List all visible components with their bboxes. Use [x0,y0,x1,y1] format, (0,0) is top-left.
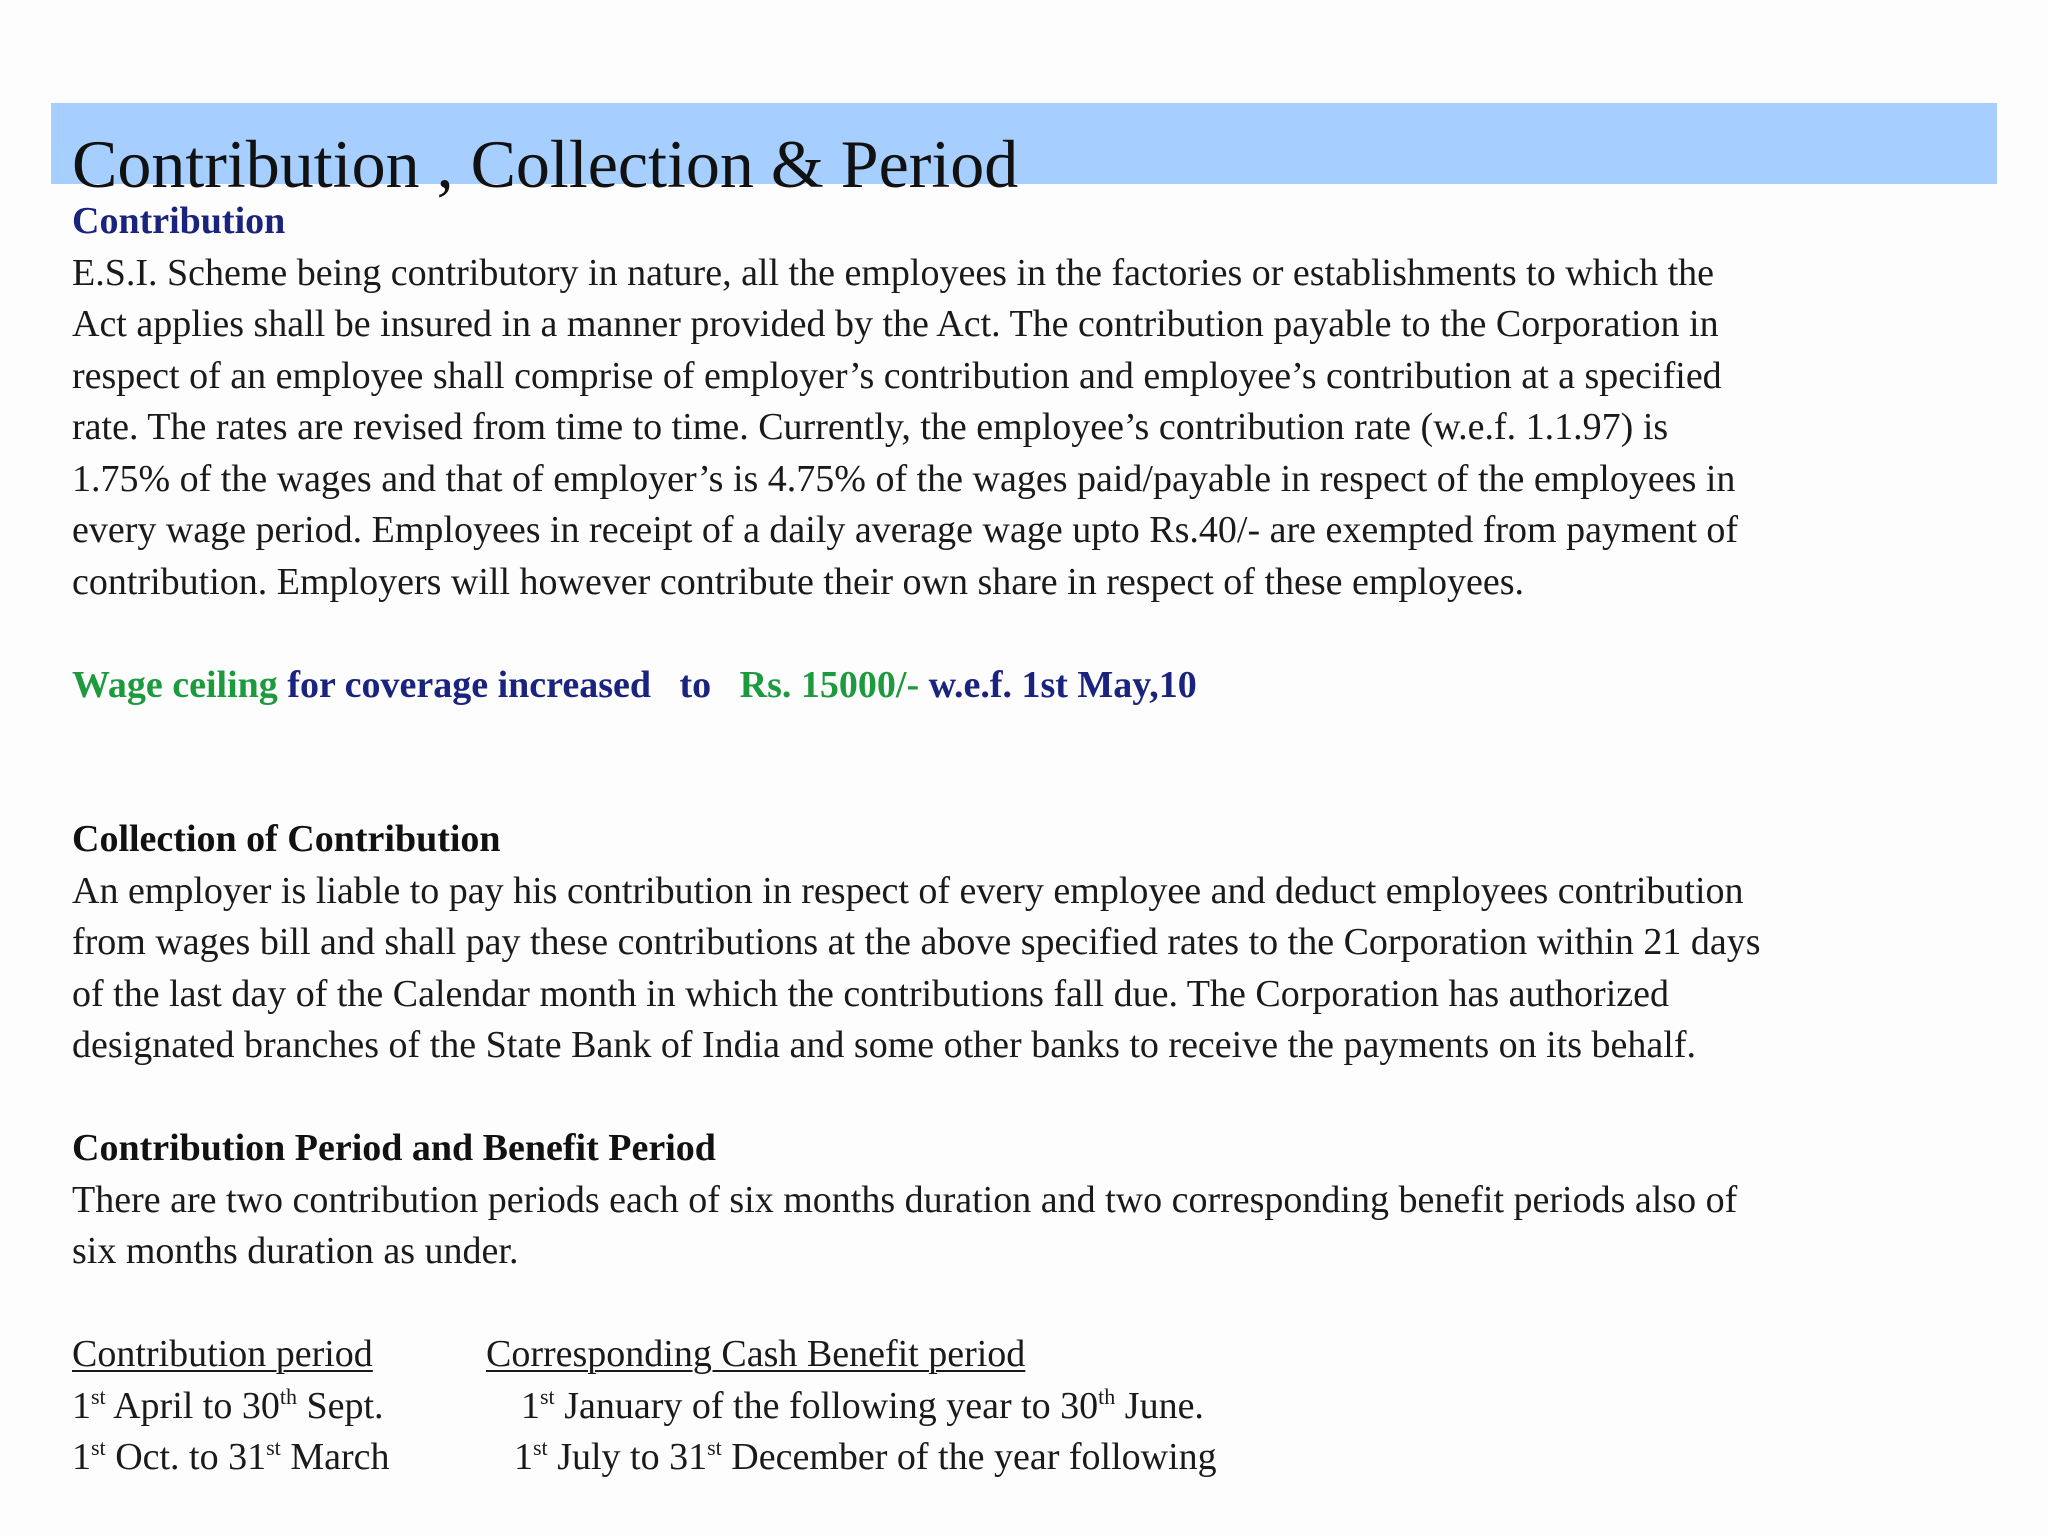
wage-ceiling-text: for coverage increased to [277,663,740,706]
paragraph-line: rate. The rates are revised from time to time. Currently, the employee’s contribution rate (w.e.f. 1.1.97) is [72,406,1669,448]
wage-ceiling-date: w.e.f. 1st May,10 [919,663,1197,706]
paragraph-line: six months duration as under. [72,1230,519,1272]
ordinal-suffix: th [279,1383,297,1409]
cell-text: July to 31 [547,1436,708,1478]
ordinal-suffix: th [1098,1383,1116,1409]
period-heading: Contribution Period and Benefit Period [72,1127,716,1169]
benefit-period-cell [521,1381,1204,1433]
collection-paragraph [72,866,2002,1072]
cell-text: December of the year following [721,1436,1217,1478]
paragraph-line: contribution. Employers will however contribute their own share in respect of these employees. [72,560,1525,603]
cell-text: 1 [514,1436,533,1478]
contribution-heading: Contribution [72,200,286,242]
benefit-period-header: Corresponding Cash Benefit period [486,1333,1026,1375]
spacer [72,608,2002,660]
paragraph-line: There are two contribution periods each of six months duration and two corresponding benefit periods also of [72,1178,1738,1221]
spacer [72,1278,2002,1330]
ordinal-suffix: st [540,1383,555,1409]
period-table-row [72,1432,2002,1484]
cell-text: 1 [72,1384,91,1427]
paragraph-line: 1.75% of the wages and that of employer’s is 4.75% of the wages paid/payable in respect of the employees in [72,457,1736,500]
contribution-period-cell [72,1432,390,1484]
paragraph-line: of the last day of the Calendar month in which the contributions fall due. The Corporation has authorized [72,972,1670,1015]
paragraph-line: designated branches of the State Bank of India and some other banks to receive the payments on its behalf. [72,1024,1696,1066]
spacer [72,1072,2002,1124]
contribution-paragraph [72,248,2002,609]
wage-ceiling-amount: Rs. 15000/- [739,663,920,706]
cell-text: 1 [521,1384,540,1427]
cell-text: Oct. to 31 [105,1436,267,1478]
paragraph-line: every wage period. Employees in receipt of a daily average wage upto Rs.40/- are exempted from payment of [72,509,1739,551]
cell-text: Sept. [297,1384,384,1427]
paragraph-line: from wages bill and shall pay these contributions at the above specified rates to the Corporation within 21 days [72,921,1761,963]
ordinal-suffix: st [533,1435,548,1460]
ordinal-suffix: st [266,1435,281,1460]
page-title: Contribution , Collection & Period [72,126,1019,202]
cell-text: April to 30 [105,1384,280,1427]
wage-ceiling-notice [72,660,2002,712]
wage-ceiling-label: Wage ceiling [72,663,278,706]
ordinal-suffix: st [91,1383,106,1409]
spacer [72,711,2002,814]
paragraph-line: E.S.I. Scheme being contributory in nature, all the employees in the factories or establishments to which the [72,251,1715,294]
contribution-period-header: Contribution period [72,1333,373,1375]
document-body [72,196,2002,1484]
benefit-period-cell [514,1432,1217,1484]
period-table-row [72,1381,2002,1433]
paragraph-line: An employer is liable to pay his contribution in respect of every employee and deduct employees contribution [72,869,1744,912]
contribution-period-cell [72,1381,384,1433]
period-table-header [72,1329,2002,1381]
ordinal-suffix: st [707,1435,722,1460]
cell-text: June. [1115,1384,1204,1427]
paragraph-line: respect of an employee shall comprise of employer’s contribution and employee’s contribution at a specified [72,354,1722,397]
period-paragraph [72,1175,2002,1278]
cell-text: March [280,1436,390,1478]
collection-heading: Collection of Contribution [72,818,501,860]
ordinal-suffix: st [91,1435,106,1460]
cell-text: 1 [72,1436,91,1478]
paragraph-line: Act applies shall be insured in a manner provided by the Act. The contribution payable to the Corporation in [72,303,1719,345]
cell-text: January of the following year to 30 [554,1384,1099,1427]
